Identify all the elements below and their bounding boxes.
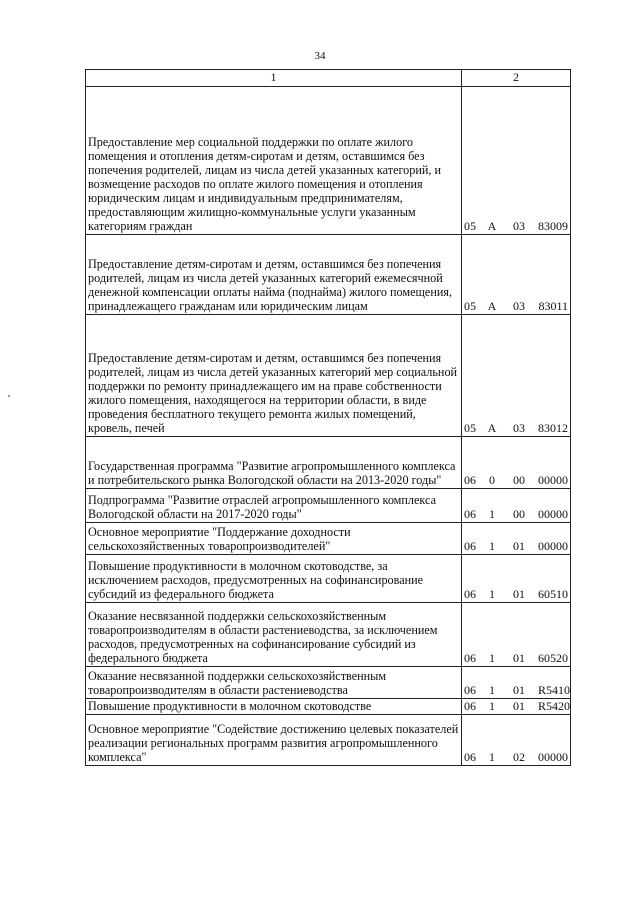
subprogram-code: А [487, 219, 497, 233]
direction-code: R5410 [538, 683, 571, 697]
event-code: 01 [513, 539, 525, 553]
row-name-cell: Подпрограмма "Развитие отраслей агропромышленного комплекса Вологодской области на 2017-2020 годы" [86, 489, 462, 523]
row-name-cell: Основное мероприятие "Поддержание доходности сельскохозяйственных товаропроизводителей" [86, 523, 462, 555]
table-row [86, 315, 571, 437]
event-code: 01 [513, 699, 525, 713]
subprogram-code: А [487, 299, 497, 313]
table-row [86, 667, 571, 699]
row-code-cell [462, 523, 571, 555]
subprogram-code: 1 [489, 507, 495, 521]
direction-code: 00000 [538, 750, 568, 764]
table-row [86, 523, 571, 555]
row-code-cell [462, 87, 571, 235]
event-code: 03 [513, 299, 525, 313]
event-code: 03 [513, 421, 525, 435]
row-code-cell [462, 715, 571, 766]
subprogram-code: 1 [489, 683, 495, 697]
column-header-2: 2 [462, 70, 571, 87]
row-code-cell [462, 555, 571, 603]
event-code: 03 [513, 219, 525, 233]
row-code-cell [462, 437, 571, 489]
row-code-cell [462, 699, 571, 715]
table-header-row [86, 70, 571, 87]
direction-code: 60510 [538, 587, 568, 601]
row-code-cell [462, 667, 571, 699]
direction-code: R5420 [538, 699, 571, 713]
table-row [86, 87, 571, 235]
program-code: 06 [464, 699, 476, 713]
row-code-cell [462, 235, 571, 315]
program-code: 06 [464, 507, 476, 521]
row-code-cell [462, 315, 571, 437]
program-code: 05 [464, 421, 476, 435]
table-row [86, 437, 571, 489]
program-code: 05 [464, 299, 476, 313]
row-name-cell: Предоставление мер социальной поддержки по оплате жилого помещения и отопления детям-сиротам и детям, оставшимся без попечения родителей, лицам из числа детей указанных категорий, и возмещение расходов по оплате жилого помещения и отопления юридическим лицам и индивидуальным предпринимателям, предоставляющим жилищно-коммунальные услуги указанным категориям граждан [86, 87, 462, 235]
subprogram-code: 1 [489, 651, 495, 665]
program-code: 06 [464, 651, 476, 665]
subprogram-code: 1 [489, 539, 495, 553]
row-name-cell: Государственная программа "Развитие агропромышленного комплекса и потребительского рынка Вологодской области на 2013-2020 годы" [86, 437, 462, 489]
row-name-cell: Повышение продуктивности в молочном скотоводстве, за исключением расходов, предусмотренных на софинансирование субсидий из федерального бюджета [86, 555, 462, 603]
event-code: 01 [513, 651, 525, 665]
subprogram-code: А [487, 421, 497, 435]
table-row [86, 603, 571, 667]
direction-code: 60520 [538, 651, 568, 665]
row-code-cell [462, 603, 571, 667]
program-code: 06 [464, 750, 476, 764]
row-name-cell: Предоставление детям-сиротам и детям, оставшимся без попечения родителей, лицам из числа детей указанных категорий ежемесячной денежной компенсации оплаты найма (поднайма) жилого помещения, принадлежащего гражданам или юридическим лицам [86, 235, 462, 315]
program-code: 06 [464, 539, 476, 553]
table-row [86, 715, 571, 766]
subprogram-code: 1 [489, 750, 495, 764]
row-name-cell: Оказание несвязанной поддержки сельскохозяйственным товаропроизводителям в области растениеводства, за исключением расходов, предусмотренных на софинансирование субсидий из федерального бюджета [86, 603, 462, 667]
direction-code: 83009 [538, 219, 568, 233]
table-row [86, 489, 571, 523]
column-header-1: 1 [86, 70, 462, 87]
direction-code: 83011 [538, 299, 568, 313]
event-code: 00 [513, 473, 525, 487]
scan-speck [8, 395, 10, 397]
direction-code: 00000 [538, 539, 568, 553]
program-code: 06 [464, 587, 476, 601]
program-code: 06 [464, 473, 476, 487]
row-name-cell: Основное мероприятие "Содействие достижению целевых показателей реализации региональных программ развития агропромышленного комплекса" [86, 715, 462, 766]
event-code: 00 [513, 507, 525, 521]
event-code: 02 [513, 750, 525, 764]
event-code: 01 [513, 587, 525, 601]
event-code: 01 [513, 683, 525, 697]
direction-code: 00000 [538, 507, 568, 521]
program-code: 05 [464, 219, 476, 233]
table-row [86, 555, 571, 603]
row-code-cell [462, 489, 571, 523]
subprogram-code: 0 [489, 473, 495, 487]
table-row [86, 235, 571, 315]
row-name-cell: Предоставление детям-сиротам и детям, оставшимся без попечения родителей, лицам из числа детей указанных категорий мер социальной поддержки по ремонту принадлежащего им на праве собственности жилого помещения, находящегося на территории области, в виде проведения бесплатного текущего ремонта жилых помещений, кровель, печей [86, 315, 462, 437]
table-row [86, 699, 571, 715]
subprogram-code: 1 [489, 587, 495, 601]
direction-code: 00000 [538, 473, 568, 487]
budget-classification-table [85, 69, 571, 766]
direction-code: 83012 [538, 421, 568, 435]
page-number: 34 [314, 50, 326, 62]
subprogram-code: 1 [489, 699, 495, 713]
row-name-cell: Повышение продуктивности в молочном скотоводстве [86, 699, 462, 715]
program-code: 06 [464, 683, 476, 697]
row-name-cell: Оказание несвязанной поддержки сельскохозяйственным товаропроизводителям в области растениеводства [86, 667, 462, 699]
